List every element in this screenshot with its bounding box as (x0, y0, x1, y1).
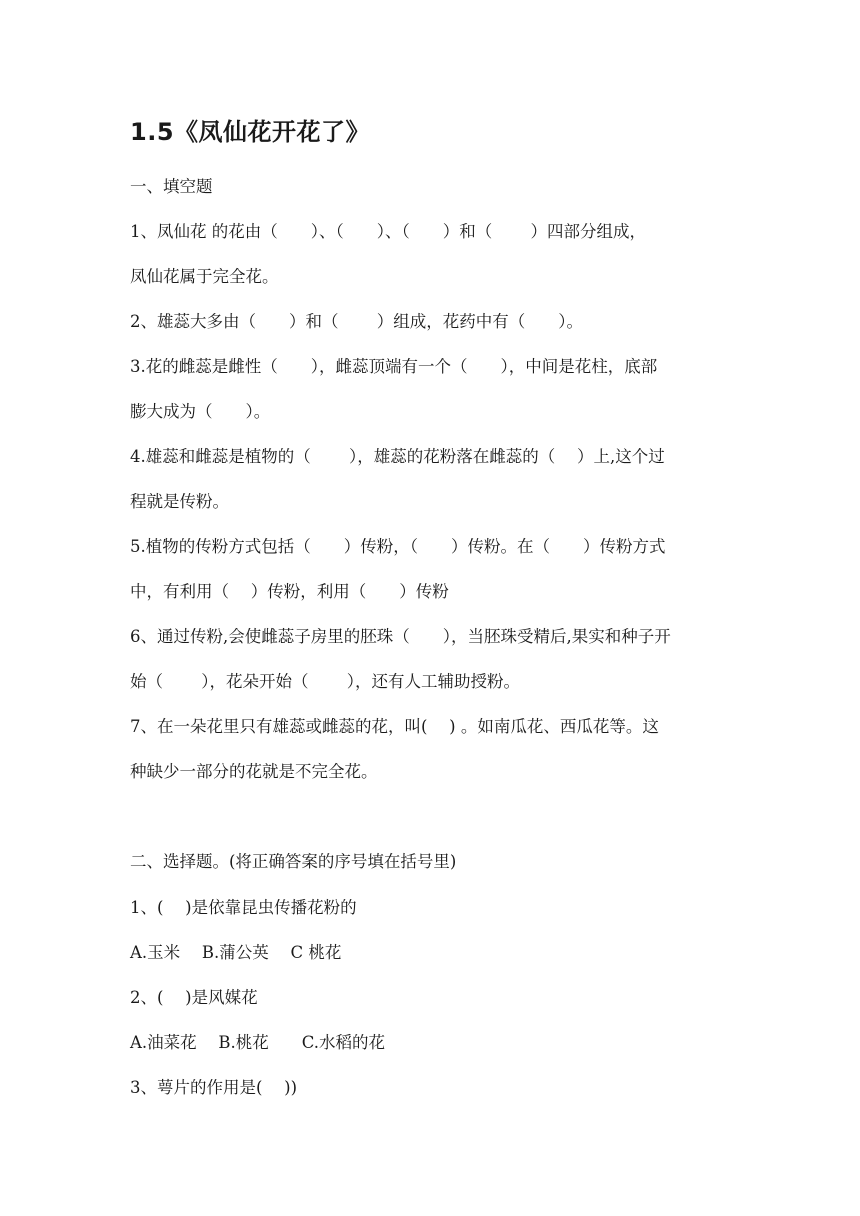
question-line: 中，有利用（ ）传粉，利用（ ）传粉 (130, 582, 449, 601)
question-line: 6、通过传粉,会使雌蕊子房里的胚珠（ ），当胚珠受精后,果实和种子开 (130, 627, 671, 646)
question-line: 膨大成为（ ）。 (130, 402, 271, 421)
answer-options: A.玉米 B.蒲公英 C 桃花 (130, 943, 342, 962)
question-line: 凤仙花属于完全花。 (130, 267, 279, 286)
question-line: 始（ ），花朵开始（ ），还有人工辅助授粉。 (130, 672, 520, 691)
section-heading-multiple-choice: 二、选择题。(将正确答案的序号填在括号里) (130, 852, 457, 871)
question-line: 种缺少一部分的花就是不完全花。 (130, 762, 378, 781)
question-line: 4.雄蕊和雌蕊是植物的（ ），雄蕊的花粉落在雌蕊的（ ）上,这个过 (130, 447, 665, 466)
question-line: 3、萼片的作用是( )) (130, 1078, 298, 1097)
question-line: 3.花的雌蕊是雌性（ ），雌蕊顶端有一个（ ），中间是花柱，底部 (130, 357, 658, 376)
question-line: 2、( )是风媒花 (130, 988, 258, 1007)
question-line: 2、雄蕊大多由（ ）和（ ）组成，花药中有（ ）。 (130, 312, 583, 331)
question-line: 程就是传粉。 (130, 492, 229, 511)
question-line: 7、在一朵花里只有雄蕊或雌蕊的花，叫( ) 。如南瓜花、西瓜花等。这 (130, 717, 659, 736)
answer-options: A.油菜花 B.桃花 C.水稻的花 (130, 1033, 386, 1052)
question-line: 1、凤仙花 的花由（ ）、（ ）、（ ）和（ ）四部分组成， (130, 222, 646, 241)
question-line: 1、( )是依靠昆虫传播花粉的 (130, 898, 357, 917)
question-line: 5.植物的传粉方式包括（ ）传粉，（ ）传粉。在（ ）传粉方式 (130, 537, 666, 556)
section-heading-fill-blank: 一、填空题 (130, 177, 213, 196)
page-title: 1.5《凤仙花开花了》 (130, 118, 371, 146)
